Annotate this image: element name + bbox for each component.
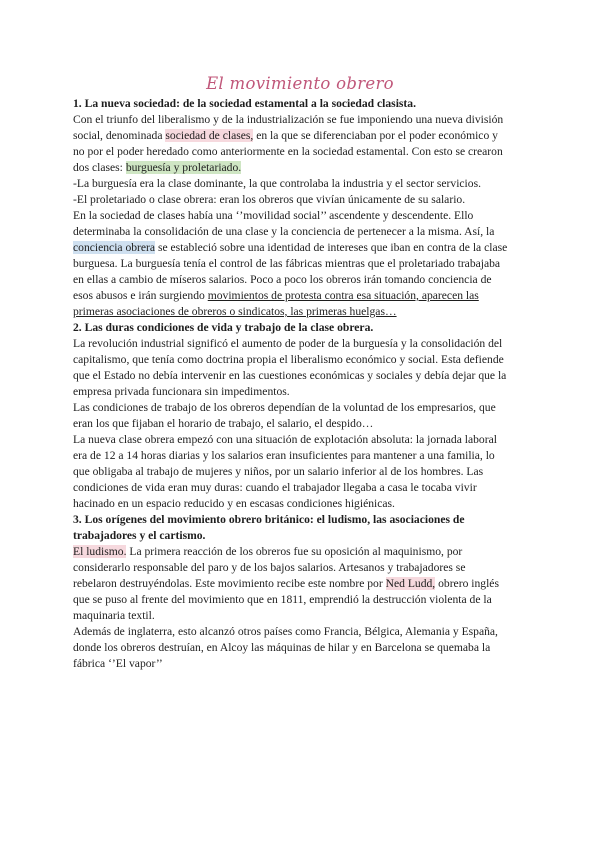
- section-heading-line: [73, 512, 531, 528]
- text-segment: en ellas a cambio de míseros salarios. Poco a poco los obreros irán tomando conciencia de: [73, 273, 492, 286]
- text-segment: rebelaron destruyéndolas. Este movimiento recibe este nombre por: [73, 577, 386, 590]
- text-segment: se estableció sobre una identidad de intereses que iban en contra de la clase: [155, 241, 508, 254]
- paragraph-line: [73, 656, 531, 672]
- paragraph-line: [73, 304, 531, 320]
- paragraph-line: [73, 608, 531, 624]
- text-hl-pink: sociedad de clases,: [165, 129, 254, 142]
- text-hl-pink: Ned Ludd,: [385, 577, 436, 590]
- paragraph-line: [73, 640, 531, 656]
- text-segment: hacinado en un espacio reducido y en escasas condiciones higiénicas.: [73, 497, 395, 510]
- paragraph-line: [73, 400, 531, 416]
- text-hl-pink: El ludismo.: [73, 545, 127, 558]
- text-segment: obrero inglés: [435, 577, 499, 590]
- paragraph-line: [73, 192, 531, 208]
- text-ul: primeras asociaciones de obreros o sindicatos, las primeras huelgas…: [73, 305, 397, 318]
- paragraph-line: [73, 224, 531, 240]
- text-segment: en la que se diferenciaban por el poder económico y: [253, 129, 498, 142]
- text-segment: social, denominada: [73, 129, 166, 142]
- paragraph-line: [73, 464, 531, 480]
- document-body: [73, 96, 531, 672]
- text-segment: La primera reacción de los obreros fue su oposición al maquinismo, por: [126, 545, 463, 558]
- text-segment: 1. La nueva sociedad: de la sociedad estamental a la sociedad clasista.: [73, 97, 416, 110]
- section-heading-line: [73, 528, 531, 544]
- paragraph-line: [73, 496, 531, 512]
- text-segment: era de 12 a 14 horas diarias y los salarios eran insuficientes para mantener a una familia, lo: [73, 449, 495, 462]
- text-segment: La nueva clase obrera empezó con una situación de explotación absoluta: la jornada laboral: [73, 433, 497, 446]
- text-ul: movimientos de protesta contra esa situación, aparecen las: [207, 289, 479, 302]
- text-segment: -El proletariado o clase obrera: eran los obreros que vivían únicamente de su salario.: [73, 193, 466, 206]
- text-segment: no por el poder heredado como anteriormente en la sociedad estamental. Con esto se crearon: [73, 145, 503, 158]
- paragraph-line: [73, 176, 531, 192]
- paragraph-line: [73, 144, 531, 160]
- paragraph-line: [73, 128, 531, 144]
- paragraph-line: [73, 416, 531, 432]
- paragraph-line: [73, 208, 531, 224]
- text-hl-green: burguesía y proletariado.: [125, 161, 242, 174]
- paragraph-line: [73, 336, 531, 352]
- text-segment: que el Estado no debía intervenir en las cuestiones económicas y sociales y debía dejar que la: [73, 369, 507, 382]
- text-segment: En la sociedad de clases había una ‘’movilidad social’’ ascendente y descendente. Ello: [73, 209, 474, 222]
- paragraph-line: [73, 448, 531, 464]
- text-hl-blue: conciencia obrera: [73, 241, 156, 254]
- paragraph-line: [73, 624, 531, 640]
- text-segment: trabajadores y el cartismo.: [73, 529, 206, 542]
- text-segment: esos abusos e irán surgiendo: [73, 289, 208, 302]
- text-segment: Las condiciones de trabajo de los obreros dependían de la voluntad de los empresarios, que: [73, 401, 496, 414]
- text-segment: empresa privada funcionara sin impedimentos.: [73, 385, 290, 398]
- paragraph-line: [73, 384, 531, 400]
- text-segment: eran los que fijaban el horario de trabajo, el salario, el despido…: [73, 417, 374, 430]
- paragraph-line: [73, 544, 531, 560]
- paragraph-line: [73, 352, 531, 368]
- text-segment: capitalismo, que tenía como doctrina propia el liberalismo económico y social. Esta defiende: [73, 353, 504, 366]
- paragraph-line: [73, 368, 531, 384]
- section-heading-line: [73, 96, 531, 112]
- text-segment: burguesa. La burguesía tenía el control de las fábricas mientras que el proletariado trabajaba: [73, 257, 501, 270]
- paragraph-line: [73, 160, 531, 176]
- text-segment: 3. Los orígenes del movimiento obrero británico: el ludismo, las asociaciones de: [73, 513, 465, 526]
- document-title: El movimiento obrero: [206, 74, 394, 93]
- paragraph-line: [73, 256, 531, 272]
- text-segment: maquinaria textil.: [73, 609, 155, 622]
- section-heading-line: [73, 320, 531, 336]
- text-segment: fábrica ‘’El vapor’’: [73, 657, 163, 670]
- text-segment: determinaba la consolidación de una clase y la conciencia de pertenecer a la misma. Así, la: [73, 225, 495, 238]
- text-segment: 2. Las duras condiciones de vida y trabajo de la clase obrera.: [73, 321, 374, 334]
- text-segment: La revolución industrial significó el aumento de poder de la burguesía y la consolidación del: [73, 337, 503, 350]
- paragraph-line: [73, 288, 531, 304]
- text-segment: Además de inglaterra, esto alcanzó otros países como Francia, Bélgica, Alemania y España,: [73, 625, 498, 638]
- paragraph-line: [73, 576, 531, 592]
- text-segment: dos clases:: [73, 161, 126, 174]
- paragraph-line: [73, 480, 531, 496]
- paragraph-line: [73, 112, 531, 128]
- paragraph-line: [73, 560, 531, 576]
- text-segment: -La burguesía era la clase dominante, la que controlaba la industria y el sector servicios.: [73, 177, 481, 190]
- text-segment: que se puso al frente del movimiento que en 1811, emprendió la destrucción violenta de la: [73, 593, 492, 606]
- paragraph-line: [73, 272, 531, 288]
- paragraph-line: [73, 592, 531, 608]
- text-segment: Con el triunfo del liberalismo y de la industrialización se fue imponiendo una nueva división: [73, 113, 504, 126]
- text-segment: donde los obreros destruían, en Alcoy las máquinas de hilar y en Barcelona se quemaba la: [73, 641, 491, 654]
- paragraph-line: [73, 432, 531, 448]
- text-segment: que obligaba al trabajo de mujeres y niños, por un salario inferior al de los hombres. Las: [73, 465, 484, 478]
- paragraph-line: [73, 240, 531, 256]
- text-segment: condiciones de vida eran muy duras: cuando el trabajador llegaba a casa le tocaba vivir: [73, 481, 477, 494]
- text-segment: considerarlo responsable del paro y de los bajos salarios. Artesanos y trabajadores se: [73, 561, 466, 574]
